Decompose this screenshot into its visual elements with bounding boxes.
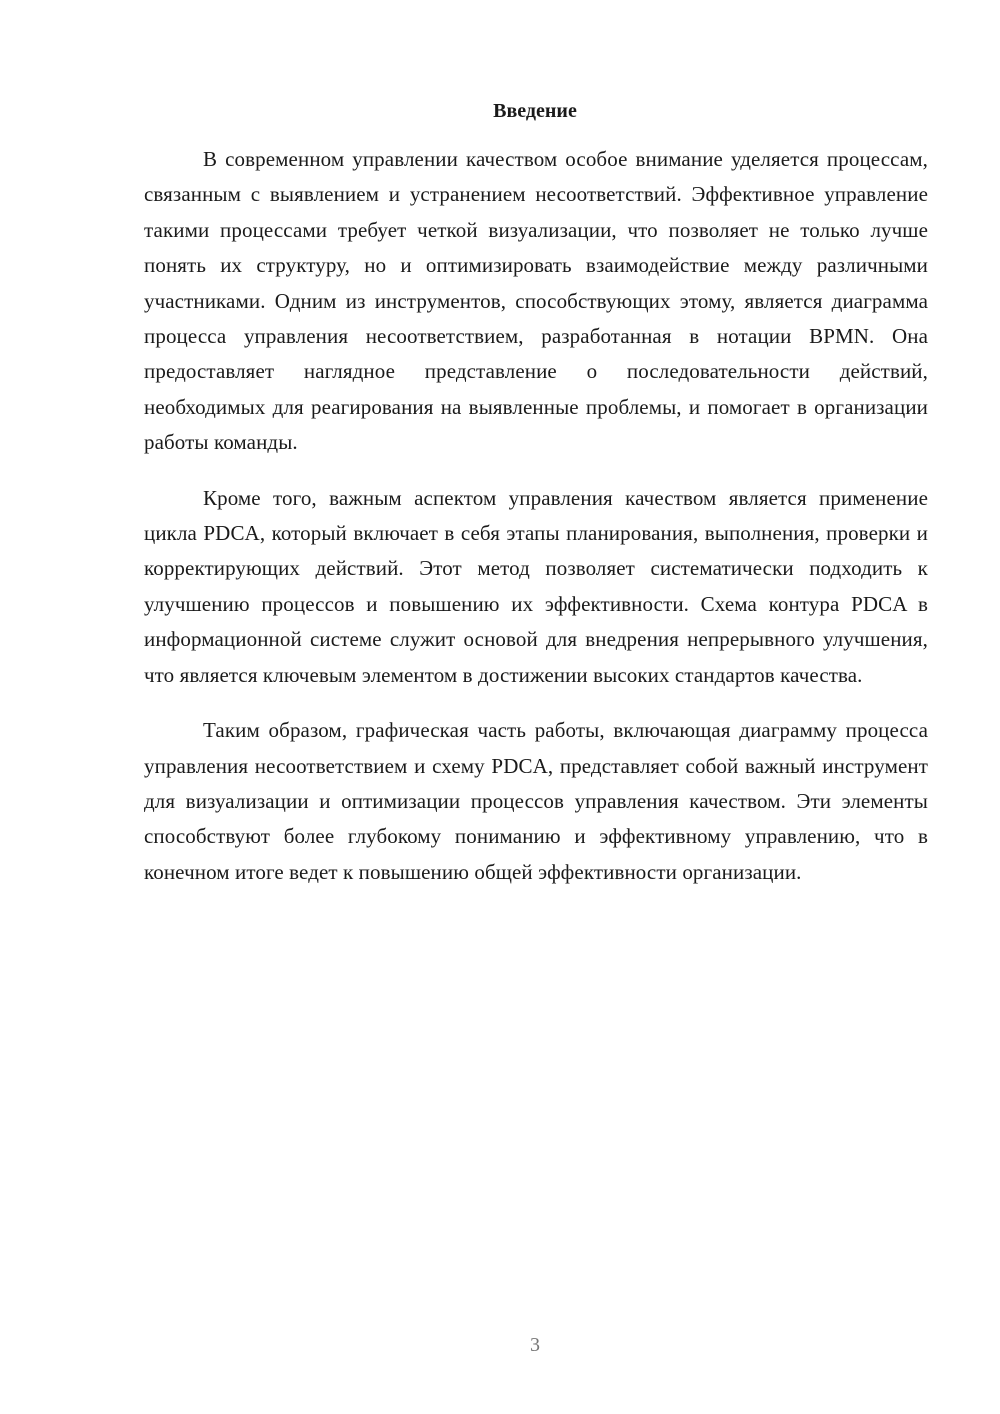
paragraph-2: Кроме того, важным аспектом управления качеством является применение цикла PDCA, который включает в себя этапы планирования, выполнения, проверки и корректирующих действий. Этот метод позволяет систематически подходить к улучшению процессов и повышению их эффективности. Схема контура PDCA в информационной системе служит основой для внедрения непрерывного улучшения, что является ключевым элементом в достижении высоких стандартов качества. bbox=[144, 485, 928, 687]
section-heading: Введение bbox=[493, 100, 577, 122]
paragraph-3: Таким образом, графическая часть работы, включающая диаграмму процесса управления несоответствием и схему PDCA, представляет собой важный инструмент для визуализации и оптимизации процессов управления качеством. Эти элементы способствуют более глубокому пониманию и эффективному управлению, что в конечном итоге ведет к повышению общей эффективности организации. bbox=[144, 718, 928, 884]
page-number: 3 bbox=[530, 1334, 540, 1356]
body-text bbox=[144, 142, 928, 910]
paragraph-1: В современном управлении качеством особое внимание уделяется процессам, связанным с выявлением и устранением несоответствий. Эффективное управление такими процессами требует четкой визуализации, что позволяет не только лучше понять их структуру, но и оптимизировать взаимодействие между различными участниками. Одним из инструментов, способствующих этому, является диаграмма процесса управления несоответствием, разработанная в нотации BPMN. Она предоставляет наглядное представление о последовательности действий, необходимых для реагирования на выявленные проблемы, и помогает в организации работы команды. bbox=[144, 147, 928, 455]
